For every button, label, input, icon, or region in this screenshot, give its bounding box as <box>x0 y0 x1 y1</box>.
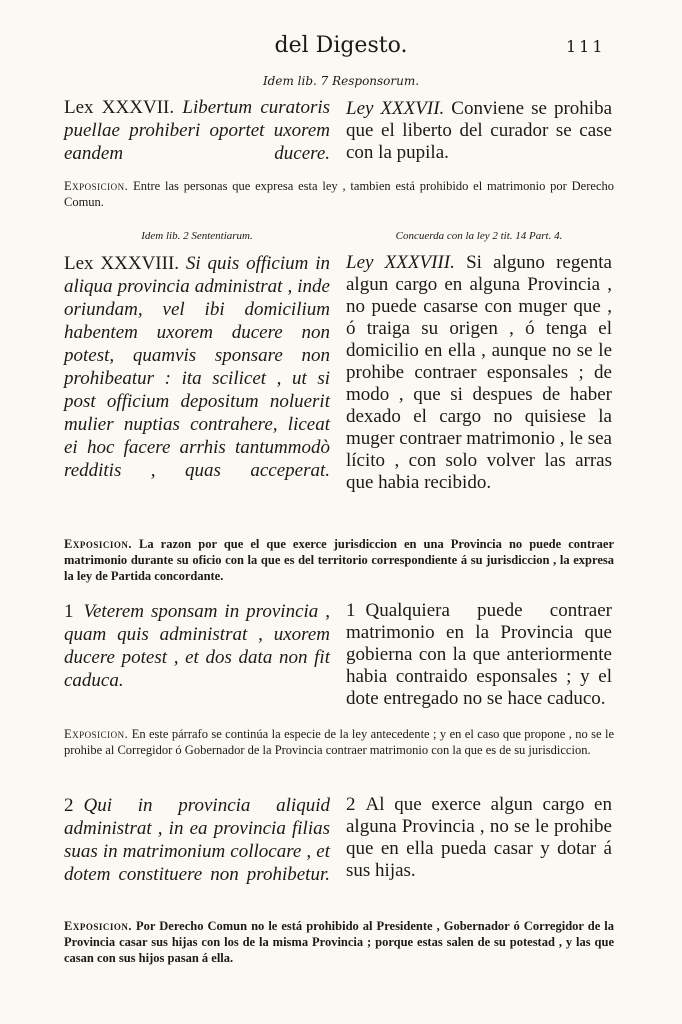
law38-spanish <box>346 252 612 494</box>
para2-latin <box>64 794 330 886</box>
law38-latin-text: Si quis officium in aliqua provincia administrat , inde oriundam, vel ibi domicilium habentem uxorem ducere non potest, quamvis sponsare non prohibeatur : ita scilicet , ut si post officium depositum noluerit mulier nuptias contrahere, liceat ei hoc facere arrhis tantummodò redditis , quas acceperat. <box>64 253 331 481</box>
para2-expo-text: Por Derecho Comun no le está prohibido al Presidente , Gobernador ó Corregidor de la Provincia casar sus hijas con los de la misma Provincia ; porque estas salen de su potestad , y las que casan con sus hijos pasan á ella. <box>64 919 615 965</box>
para2-latin-text: Qui in provincia aliquid administrat , in ea provincia filias suas in matrimonium collocare , et dotem constituere non prohibetur. <box>64 795 330 885</box>
law37-expo-text: Entre las personas que expresa esta ley , tambien está prohibido el matrimonio por Derecho Comun. <box>64 179 614 209</box>
law38-spanish-text: Si alguno regenta algun cargo en alguna Provincia , no puede casarse con muger que , ó traiga su origen , ó tenga el domicilio en ella , aunque no se le prohibe contraer esponsales ; de modo , que si despues de haber dexado el cargo no quisiese la muger contraer matrimonio , le sea lícito , con solo volver las arras que habia recibido. <box>346 252 612 493</box>
law37-spanish-lead: Ley XXXVII. <box>346 98 445 119</box>
law38-source-latin: Idem lib. 2 Sententiarum. <box>141 230 253 242</box>
law38-expo-text: La razon por que el que exerce jurisdiccion en una Provincia no puede contraer matrimonio durante su oficio con la que es del territorio correspondiente á su jurisdiccion , la expresa la ley de Partida concordante. <box>64 537 614 583</box>
running-head: del Digesto. <box>274 33 408 58</box>
law37-spanish <box>346 98 612 164</box>
law38-latin-lead: Lex XXXVIII. <box>64 253 180 274</box>
para1-spanish <box>346 600 612 710</box>
law37-latin <box>64 96 330 165</box>
law37-spanish-text: Conviene se prohiba que el liberto del curador se case con la pupila. <box>346 98 613 163</box>
para1-expo-label: Exposicion. <box>64 727 129 741</box>
law37-latin-lead: Lex XXXVII. <box>64 97 175 118</box>
para1-latin-number: 1 <box>64 601 74 622</box>
para1-expo-text: En este párrafo se continúa la especie de la ley antecedente ; y en el caso que propone , no se le prohibe al Corregidor ó Gobernador de la Provincia contraer matrimonio con la que es de su jurisdiccion. <box>64 727 614 757</box>
law37-exposition <box>64 178 614 210</box>
law37-expo-label: Exposicion. <box>64 179 129 193</box>
para2-spanish-number: 2 <box>346 794 356 815</box>
law38-latin <box>64 252 330 482</box>
law38-expo-label: Exposicion. <box>64 537 132 551</box>
law37-source: Idem lib. 7 Responsorum. <box>262 74 420 88</box>
para1-latin-text: Veterem sponsam in provincia , quam quis administrat , uxorem ducere potest , et dos data non fit caduca. <box>64 601 330 691</box>
law38-spanish-lead: Ley XXXVIII. <box>346 252 455 273</box>
para1-latin <box>64 600 330 692</box>
para1-exposition <box>64 726 614 758</box>
para1-spanish-number: 1 <box>346 600 356 621</box>
para2-spanish-text: Al que exerce algun cargo en alguna Provincia , no se le prohibe que en ella pueda casar y dotar á sus hijas. <box>346 794 612 881</box>
para2-spanish <box>346 794 612 882</box>
law37-latin-text: Libertum curatoris puellae prohiberi oportet uxorem eandem ducere. <box>64 97 331 164</box>
law38-source-spanish: Concuerda con la ley 2 tit. 14 Part. 4. <box>395 230 563 242</box>
para2-latin-number: 2 <box>64 795 74 816</box>
para2-expo-label: Exposicion. <box>64 919 132 933</box>
law38-exposition <box>64 536 614 584</box>
para1-spanish-text: Qualquiera puede contraer matrimonio en la Provincia que gobierna con la que anteriormente habia contraido esponsales ; y el dote entregado no se hace caduco. <box>346 600 612 709</box>
para2-exposition <box>64 918 614 966</box>
page-number: 111 <box>566 37 606 56</box>
